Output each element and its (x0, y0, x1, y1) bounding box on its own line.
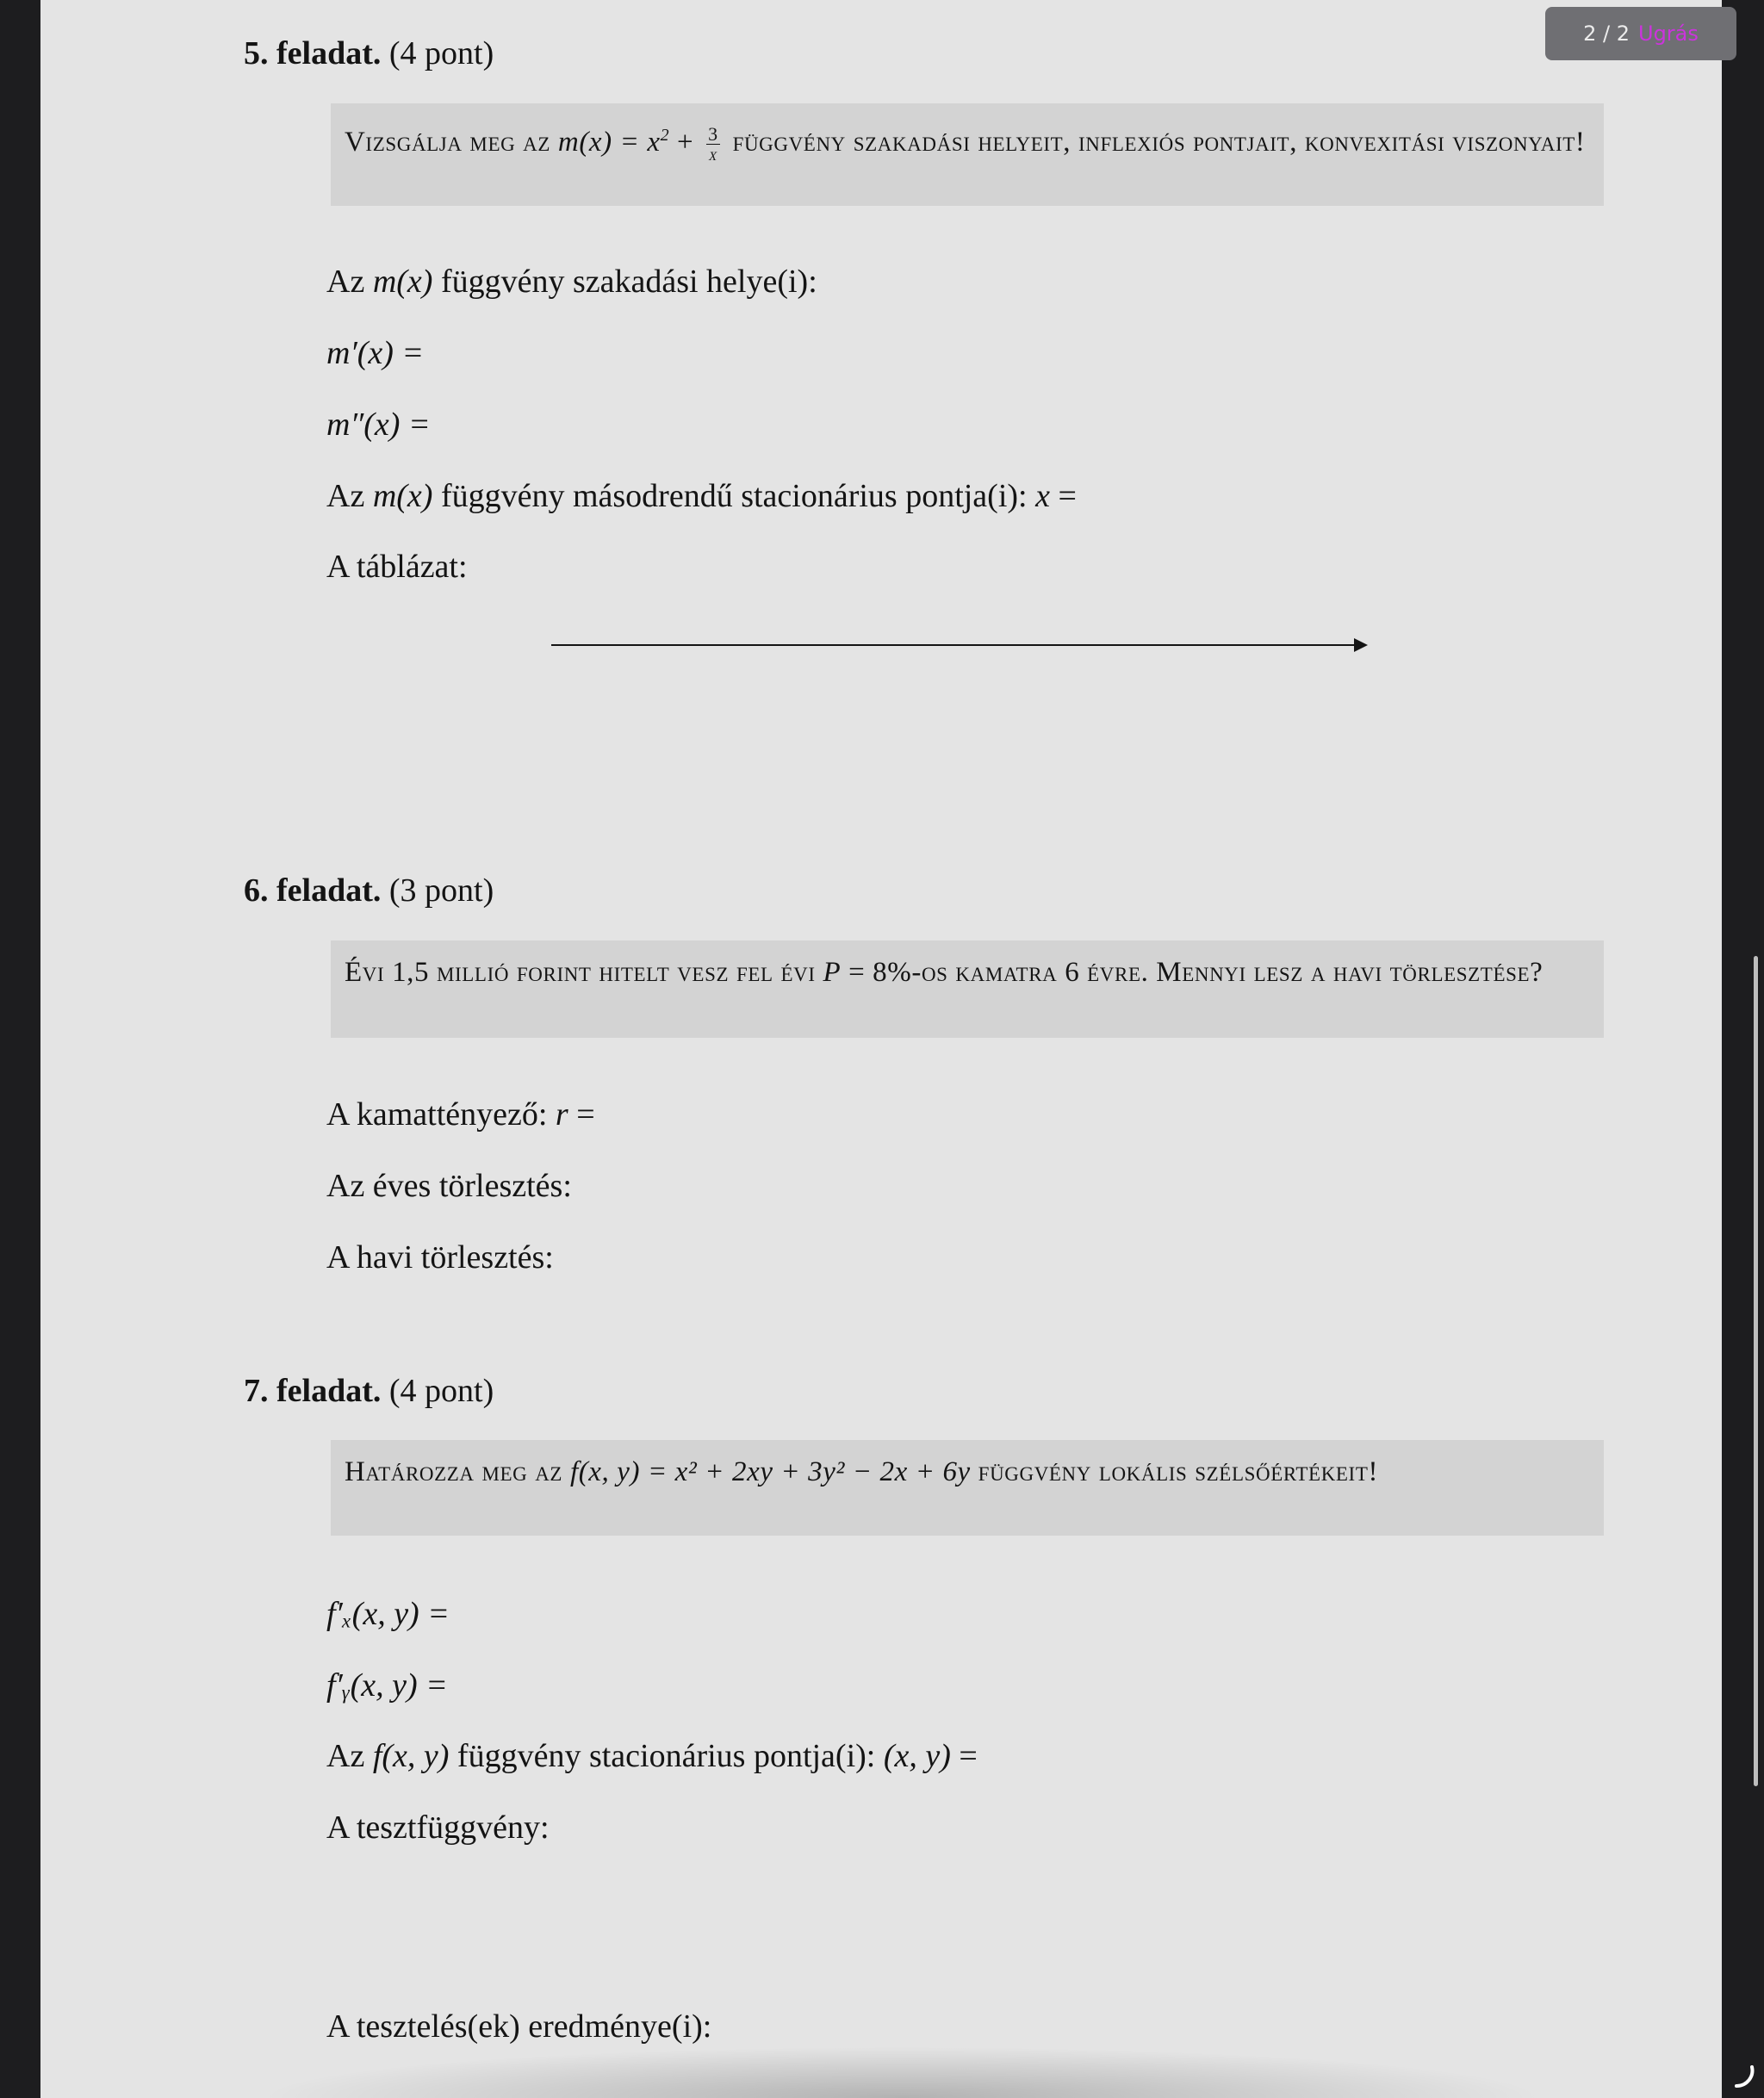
task6-statement-p: P (823, 957, 842, 988)
task5-statement-pre: Vizsgálja meg az (345, 127, 551, 158)
task5-frac-den: x (709, 142, 717, 164)
task5-func-plus: + (669, 127, 702, 158)
task5-line4-x: x (1035, 478, 1050, 514)
vertical-scrollbar[interactable] (1754, 956, 1758, 1786)
task7-line3 (326, 1737, 978, 1775)
task6-line1 (326, 1096, 595, 1133)
task5-points: (4 pont) (388, 35, 494, 71)
task5-line4-pre: Az (326, 478, 373, 514)
page-counter: 2 / 2 (1583, 22, 1630, 46)
task6-line2: Az éves törlesztés: (326, 1168, 572, 1204)
task7-heading (244, 1372, 494, 1410)
task7-line4: A tesztfüggvény: (326, 1809, 550, 1846)
number-line-axis (551, 644, 1361, 646)
task7-line3-xy: (x, y) (883, 1738, 951, 1774)
task7-line3-pre: Az (326, 1738, 373, 1774)
task5-line4-eq: = (1049, 478, 1077, 514)
task5-statement-post: függvény szakadási helyeit, inflexiós pontjait, konvexitási viszonyait! (732, 127, 1586, 158)
task5-line4 (326, 477, 1077, 515)
task5-heading (244, 34, 494, 72)
task7-line5: A tesztelés(ek) eredménye(i): (326, 2008, 712, 2045)
task7-word: feladat. (276, 1373, 382, 1409)
task5-line4-m: m(x) (372, 478, 433, 514)
task6-points: (3 pont) (388, 872, 494, 909)
task7-statement-pre: Határozza meg az (345, 1456, 563, 1487)
task5-line1-m: m(x) (372, 264, 433, 300)
task5-line1-post: függvény szakadási helye(i): (432, 264, 817, 300)
task5-line5: A táblázat: (326, 549, 468, 585)
task5-func-main: m(x) = x (557, 127, 661, 158)
loading-spinner-icon (1731, 2064, 1757, 2089)
task7-line3-eq: = (950, 1738, 978, 1774)
task6-statement-1: Évi 1,5 millió forint hitelt vesz fel évi (345, 957, 816, 988)
page-indicator[interactable] (1545, 7, 1736, 60)
task5-frac-num: 3 (708, 122, 718, 145)
task5-word: feladat. (276, 35, 382, 71)
task7-number: 7. (244, 1373, 269, 1409)
task6-statement-2: = 8%-os kamatra 6 évre. Mennyi lesz a havi törlesztése? (848, 957, 1544, 988)
task5-function (558, 127, 701, 158)
task5-line1 (326, 263, 817, 301)
task5-fraction (706, 122, 720, 164)
task7-points: (4 pont) (388, 1373, 494, 1409)
task5-line3: m″(x) = (326, 407, 431, 443)
task6-statement (331, 940, 1604, 1038)
task7-function: f(x, y) = x² + 2xy + 3y² − 2x + 6y (569, 1456, 971, 1487)
task7-statement-post: függvény lokális szélsőértékeit! (978, 1456, 1379, 1487)
task5-line2: m′(x) = (326, 335, 425, 371)
task5-func-sup: 2 (660, 126, 670, 145)
document-page (40, 0, 1722, 2098)
task5-statement (331, 103, 1604, 206)
task7-line3-f: f(x, y) (372, 1738, 450, 1774)
task6-number: 6. (244, 872, 269, 909)
task7-line3-mid: függvény stacionárius pontja(i): (449, 1738, 884, 1774)
number-line-arrow-icon (1354, 638, 1368, 652)
task5-line4-post: függvény másodrendű stacionárius pontja(i): (432, 478, 1036, 514)
task7-statement (331, 1440, 1604, 1536)
task7-line2: f′ᵧ(x, y) = (326, 1667, 448, 1704)
jump-link[interactable]: Ugrás (1638, 22, 1699, 46)
task6-line1-r: r (555, 1096, 568, 1133)
task6-heading (244, 872, 494, 909)
task7-line1: f′ₓ(x, y) = (326, 1596, 450, 1632)
task6-word: feladat. (276, 872, 382, 909)
task6-line1-pre: A kamattényező: (326, 1096, 556, 1133)
task5-line1-pre: Az (326, 264, 373, 300)
page-bottom-shadow (256, 2046, 1548, 2098)
task6-line1-eq: = (568, 1096, 595, 1133)
task6-line3: A havi törlesztés: (326, 1239, 554, 1276)
task5-number: 5. (244, 35, 269, 71)
